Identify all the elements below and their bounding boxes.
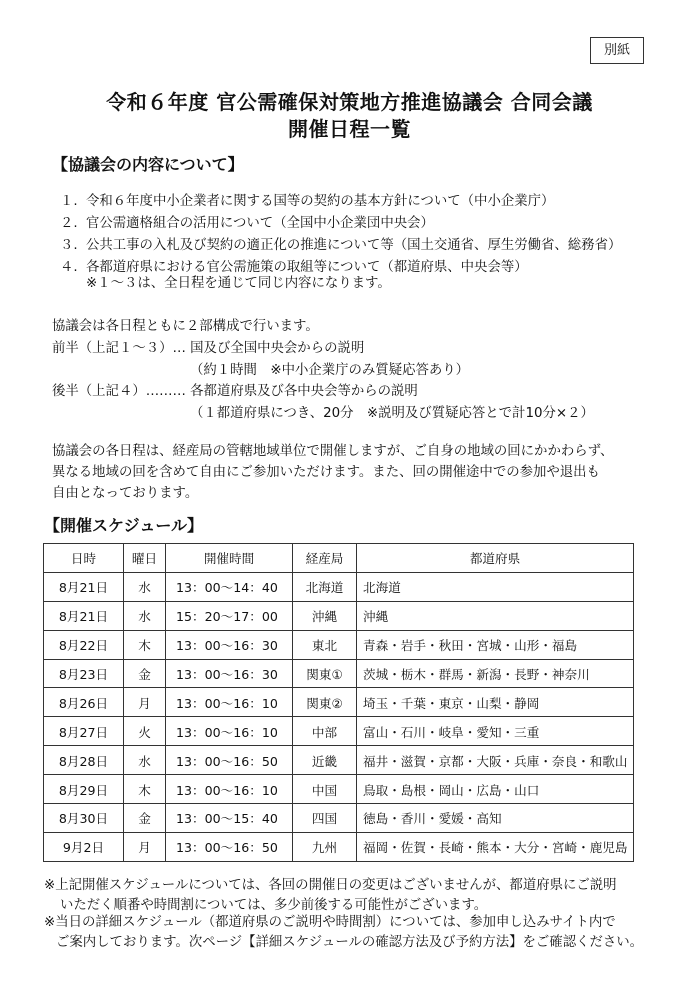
page-title: 令和６年度 官公需確保対策地方推進協議会 合同会議 xyxy=(106,90,593,114)
cell-date: 8月29日 xyxy=(44,775,124,804)
content-item-text: 各都道府県における官公需施策の取組等について（都道府県、中央会等） xyxy=(86,260,528,275)
cell-bureau: 四国 xyxy=(293,804,357,833)
table-row xyxy=(44,804,634,833)
second-half-text: 後半（上記４）……… 各都道府県及び各中央会等からの説明 xyxy=(52,384,418,399)
cell-prefectures: 富山・石川・岐阜・愛知・三重 xyxy=(357,717,634,746)
cell-time: 13：00～16：10 xyxy=(166,717,293,746)
cell-time: 13：00～16：50 xyxy=(166,746,293,775)
cell-day: 水 xyxy=(124,601,166,630)
first-half-text: 前半（上記１～３）… 国及び全国中央会からの説明 xyxy=(52,341,365,356)
cell-prefectures: 沖縄 xyxy=(357,601,634,630)
cell-date: 8月28日 xyxy=(44,746,124,775)
cell-day: 金 xyxy=(124,804,166,833)
header-bureau: 経産局 xyxy=(293,544,357,573)
participation-line-3: 自由となっております。 xyxy=(52,486,199,501)
cell-prefectures: 徳島・香川・愛媛・高知 xyxy=(357,804,634,833)
cell-bureau: 関東② xyxy=(293,688,357,717)
cell-day: 火 xyxy=(124,717,166,746)
cell-bureau: 中国 xyxy=(293,775,357,804)
cell-time: 13：00～16：50 xyxy=(166,832,293,861)
table-row xyxy=(44,717,634,746)
cell-prefectures: 福岡・佐賀・長崎・熊本・大分・宮崎・鹿児島 xyxy=(357,832,634,861)
cell-time: 13：00～14：40 xyxy=(166,572,293,601)
footnote-1-line-1: ※上記開催スケジュールについては、各回の開催日の変更はございませんが、都道府県にご説明 xyxy=(44,878,617,893)
cell-bureau: 近畿 xyxy=(293,746,357,775)
cell-time: 15：20～17：00 xyxy=(166,601,293,630)
cell-bureau: 中部 xyxy=(293,717,357,746)
content-item-text: 令和６年度中小企業者に関する国等の契約の基本方針について（中小企業庁） xyxy=(86,194,555,209)
cell-time: 13：00～16：30 xyxy=(166,659,293,688)
cell-prefectures: 埼玉・千葉・東京・山梨・静岡 xyxy=(357,688,634,717)
table-row xyxy=(44,832,634,861)
content-item-number: ４. xyxy=(60,260,78,275)
content-item-number: １. xyxy=(60,194,78,209)
table-row xyxy=(44,688,634,717)
content-item-text: 公共工事の入札及び契約の適正化の推進について等（国土交通省、厚生労働省、総務省） xyxy=(86,238,622,253)
header-date: 日時 xyxy=(44,544,124,573)
participation-line-1: 協議会の各日程は、経産局の管轄地域単位で開催しますが、ご自身の地域の回にかかわらず、 xyxy=(52,444,614,459)
cell-day: 木 xyxy=(124,775,166,804)
table-row xyxy=(44,572,634,601)
footnote-2-line-1: ※当日の詳細スケジュール（都道府県のご説明や時間割）については、参加申し込みサイト内で xyxy=(44,915,616,930)
table-row xyxy=(44,746,634,775)
cell-date: 9月2日 xyxy=(44,832,124,861)
cell-time: 13：00～16：10 xyxy=(166,775,293,804)
cell-date: 8月23日 xyxy=(44,659,124,688)
page-subtitle: 開催日程一覧 xyxy=(288,117,411,141)
cell-day: 金 xyxy=(124,659,166,688)
header-time: 開催時間 xyxy=(166,544,293,573)
footnote-2-line-2: ご案内しております。次ページ【詳細スケジュールの確認方法及び予約方法】をご確認ください。 xyxy=(56,935,644,950)
schedule-header-row xyxy=(44,544,634,573)
content-item-text: 官公需適格組合の活用について（全国中小企業団中央会） xyxy=(86,216,434,231)
attachment-label: 別紙 xyxy=(590,37,644,64)
content-item-number: ２. xyxy=(60,216,78,231)
first-half-detail: （約１時間 ※中小企業庁のみ質疑応答あり） xyxy=(190,363,470,378)
cell-prefectures: 北海道 xyxy=(357,572,634,601)
cell-prefectures: 茨城・栃木・群馬・新潟・長野・神奈川 xyxy=(357,659,634,688)
table-row xyxy=(44,659,634,688)
cell-time: 13：00～15：40 xyxy=(166,804,293,833)
footnote-1-line-2: いただく順番や時間割については、多少前後する可能性がございます。 xyxy=(60,898,488,913)
cell-day: 水 xyxy=(124,746,166,775)
cell-bureau: 北海道 xyxy=(293,572,357,601)
cell-day: 月 xyxy=(124,688,166,717)
content-item-3 xyxy=(60,234,621,253)
cell-prefectures: 福井・滋賀・京都・大阪・兵庫・奈良・和歌山 xyxy=(357,746,634,775)
cell-day: 月 xyxy=(124,832,166,861)
content-section-heading: 【協議会の内容について】 xyxy=(52,155,244,174)
second-half-detail: （１都道府県につき、20分 ※説明及び質疑応答とで計10分×２） xyxy=(190,406,594,421)
content-item-2 xyxy=(60,212,434,231)
cell-date: 8月27日 xyxy=(44,717,124,746)
content-item-1 xyxy=(60,190,554,209)
structure-intro: 協議会は各日程ともに２部構成で行います。 xyxy=(52,319,319,334)
cell-day: 木 xyxy=(124,630,166,659)
cell-date: 8月21日 xyxy=(44,601,124,630)
cell-time: 13：00～16：10 xyxy=(166,688,293,717)
schedule-heading: 【開催スケジュール】 xyxy=(44,516,204,535)
cell-bureau: 関東① xyxy=(293,659,357,688)
cell-date: 8月26日 xyxy=(44,688,124,717)
table-row xyxy=(44,630,634,659)
cell-date: 8月30日 xyxy=(44,804,124,833)
header-prefectures: 都道府県 xyxy=(357,544,634,573)
schedule-table xyxy=(43,543,634,862)
header-day: 曜日 xyxy=(124,544,166,573)
content-item-4 xyxy=(60,256,528,275)
content-note: ※１～３は、全日程を通じて同じ内容になります。 xyxy=(86,276,391,291)
cell-bureau: 東北 xyxy=(293,630,357,659)
cell-prefectures: 青森・岩手・秋田・宮城・山形・福島 xyxy=(357,630,634,659)
cell-date: 8月21日 xyxy=(44,572,124,601)
cell-time: 13：00～16：30 xyxy=(166,630,293,659)
cell-prefectures: 鳥取・島根・岡山・広島・山口 xyxy=(357,775,634,804)
cell-day: 水 xyxy=(124,572,166,601)
cell-bureau: 九州 xyxy=(293,832,357,861)
content-item-number: ３. xyxy=(60,238,78,253)
table-row xyxy=(44,601,634,630)
participation-line-2: 異なる地域の回を含めて自由にご参加いただけます。また、回の開催途中での参加や退出も xyxy=(52,465,600,480)
cell-date: 8月22日 xyxy=(44,630,124,659)
cell-bureau: 沖縄 xyxy=(293,601,357,630)
table-row xyxy=(44,775,634,804)
